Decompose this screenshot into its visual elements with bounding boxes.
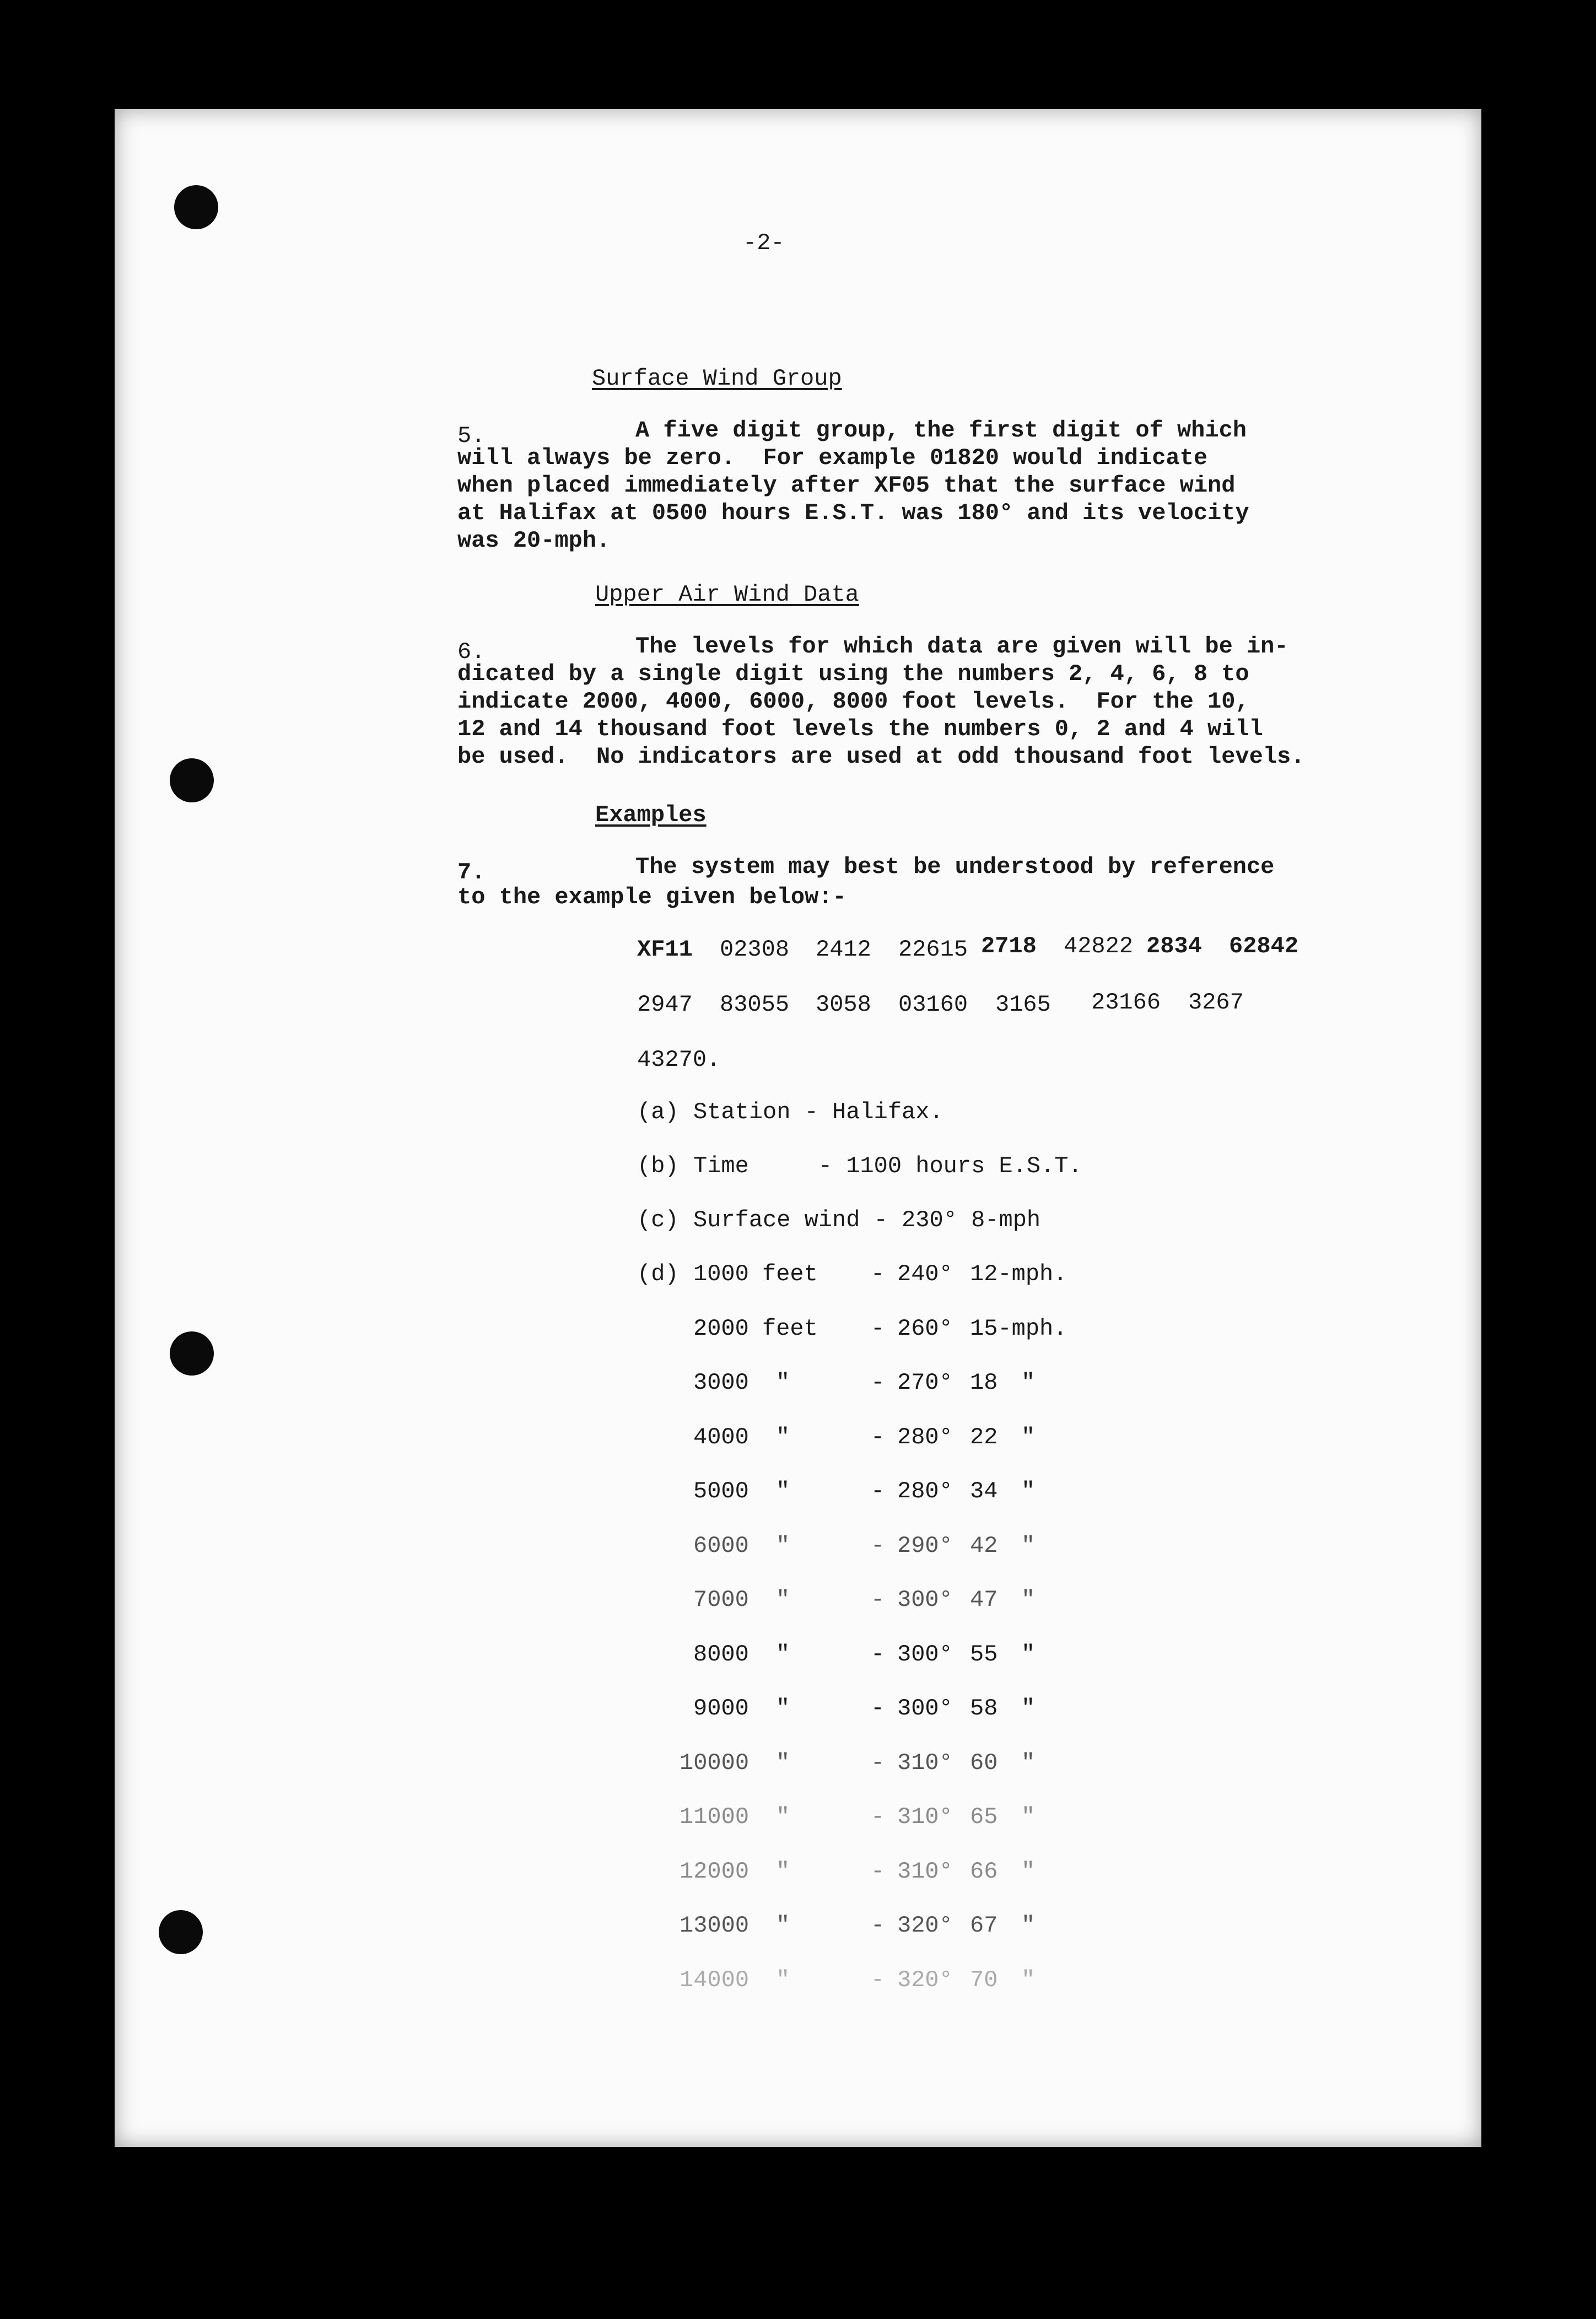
wind-row-dash: - bbox=[871, 1261, 885, 1287]
wind-row-direction: 270° bbox=[897, 1369, 953, 1396]
paragraph-6-line: indicate 2000, 4000, 6000, 8000 foot levels. For the 10, bbox=[457, 688, 1249, 715]
wind-row-unit: " bbox=[776, 1369, 790, 1396]
wind-row-ditto: " bbox=[1021, 1369, 1036, 1396]
paragraph-7-line: to the example given below:- bbox=[457, 884, 846, 910]
paragraph-5-line: A five digit group, the first digit of which bbox=[635, 417, 1247, 444]
wind-row-dash: - bbox=[871, 1478, 885, 1504]
wind-table-label: (d) bbox=[637, 1261, 679, 1287]
wind-row-unit: " bbox=[776, 1587, 790, 1613]
wind-row-direction: 320° bbox=[897, 1912, 953, 1939]
wind-row-speed: 34 bbox=[970, 1478, 998, 1504]
wind-row-unit: " bbox=[776, 1641, 790, 1668]
wind-row-dash: - bbox=[871, 1587, 885, 1613]
wind-row-unit: feet bbox=[762, 1261, 818, 1287]
section-heading-examples: Examples bbox=[595, 802, 707, 828]
wind-row-altitude: 1000 bbox=[693, 1261, 749, 1287]
wind-row-altitude: 10000 bbox=[680, 1750, 750, 1776]
wind-row-altitude: 7000 bbox=[693, 1587, 749, 1613]
wind-row-dash: - bbox=[871, 1315, 885, 1342]
wind-row-direction: 280° bbox=[897, 1478, 953, 1504]
code-group: 2834 bbox=[1146, 933, 1202, 959]
wind-row-speed: 67 bbox=[970, 1912, 998, 1939]
wind-row-dash: - bbox=[871, 1533, 885, 1559]
code-group: 2947 bbox=[637, 991, 693, 1018]
wind-row-ditto: " bbox=[1021, 1478, 1036, 1504]
code-group: 3165 bbox=[995, 991, 1051, 1018]
wind-row-ditto: " bbox=[1021, 1858, 1036, 1885]
code-group: 23166 bbox=[1091, 989, 1161, 1016]
wind-row-speed: 66 bbox=[970, 1858, 998, 1885]
wind-row-altitude: 8000 bbox=[693, 1641, 749, 1668]
wind-row-direction: 240° bbox=[897, 1261, 953, 1287]
wind-row-unit: " bbox=[776, 1478, 790, 1504]
example-label-a: (a) bbox=[637, 1099, 679, 1125]
wind-row-direction: 290° bbox=[897, 1533, 953, 1559]
code-group: 43270. bbox=[637, 1047, 721, 1073]
wind-row-altitude: 13000 bbox=[680, 1912, 750, 1939]
wind-row-ditto: " bbox=[1021, 1912, 1036, 1939]
wind-row-speed: 47 bbox=[970, 1587, 998, 1613]
paragraph-6-line: be used. No indicators are used at odd thousand foot levels. bbox=[457, 743, 1305, 770]
paragraph-6-line: dicated by a single digit using the numbers 2, 4, 6, 8 to bbox=[457, 661, 1249, 687]
wind-row-direction: 310° bbox=[897, 1804, 953, 1830]
wind-row-speed: 22 bbox=[970, 1424, 998, 1450]
wind-row-speed: 18 bbox=[970, 1369, 998, 1396]
wind-row-ditto: " bbox=[1021, 1533, 1036, 1559]
wind-row-direction: 310° bbox=[897, 1750, 953, 1776]
code-group: XF11 bbox=[637, 936, 693, 963]
paragraph-7-line: The system may best be understood by reference bbox=[635, 854, 1275, 880]
wind-row-ditto: " bbox=[1021, 1424, 1036, 1450]
wind-row-ditto: " bbox=[1021, 1641, 1036, 1668]
section-heading-upper-air: Upper Air Wind Data bbox=[595, 581, 859, 608]
wind-row-direction: 260° bbox=[897, 1315, 953, 1342]
wind-row-speed: 70 bbox=[970, 1967, 998, 1993]
example-text-c: Surface wind - 230° 8-mph bbox=[693, 1207, 1041, 1233]
wind-row-dash: - bbox=[871, 1369, 885, 1396]
wind-row-speed: 58 bbox=[970, 1695, 998, 1722]
wind-row-altitude: 11000 bbox=[680, 1804, 750, 1830]
wind-row-dash: - bbox=[871, 1641, 885, 1668]
wind-row-ditto: " bbox=[1021, 1967, 1036, 1993]
wind-row-unit: " bbox=[776, 1912, 790, 1939]
wind-row-dash: - bbox=[871, 1695, 885, 1722]
document-page bbox=[115, 109, 1481, 2147]
paragraph-5-line: when placed immediately after XF05 that the surface wind bbox=[457, 472, 1236, 499]
wind-row-unit: feet bbox=[762, 1315, 818, 1342]
code-group: 02308 bbox=[720, 936, 790, 963]
wind-row-unit: " bbox=[776, 1695, 790, 1722]
punch-hole-1 bbox=[174, 185, 218, 229]
code-group: 2718 bbox=[981, 933, 1037, 959]
wind-row-direction: 310° bbox=[897, 1858, 953, 1885]
punch-hole-3 bbox=[170, 1331, 214, 1376]
example-text-b: Time - 1100 hours E.S.T. bbox=[693, 1153, 1082, 1179]
example-text-a: Station - Halifax. bbox=[693, 1099, 943, 1125]
example-label-b: (b) bbox=[637, 1153, 679, 1179]
wind-row-altitude: 5000 bbox=[693, 1478, 749, 1504]
paragraph-number-5: 5. bbox=[457, 423, 486, 449]
wind-row-speed: 65 bbox=[970, 1804, 998, 1830]
code-group: 42822 bbox=[1064, 933, 1134, 959]
wind-row-direction: 280° bbox=[897, 1424, 953, 1450]
code-group: 03160 bbox=[898, 991, 968, 1018]
page-number: -2- bbox=[743, 230, 785, 256]
wind-row-speed: 42 bbox=[970, 1533, 998, 1559]
wind-row-dash: - bbox=[871, 1804, 885, 1830]
wind-row-unit: " bbox=[776, 1533, 790, 1559]
wind-row-unit: " bbox=[776, 1750, 790, 1776]
wind-row-dash: - bbox=[871, 1858, 885, 1885]
wind-row-altitude: 9000 bbox=[693, 1695, 749, 1722]
wind-row-speed: 15-mph. bbox=[970, 1315, 1067, 1342]
wind-row-speed: 60 bbox=[970, 1750, 998, 1776]
wind-row-altitude: 2000 bbox=[693, 1315, 749, 1342]
wind-row-altitude: 4000 bbox=[693, 1424, 749, 1450]
wind-row-dash: - bbox=[871, 1912, 885, 1939]
code-group: 3058 bbox=[816, 991, 871, 1018]
wind-row-unit: " bbox=[776, 1804, 790, 1830]
wind-row-dash: - bbox=[871, 1967, 885, 1993]
wind-row-speed: 55 bbox=[970, 1641, 998, 1668]
example-label-c: (c) bbox=[637, 1207, 679, 1233]
wind-row-ditto: " bbox=[1021, 1587, 1036, 1613]
code-group: 62842 bbox=[1229, 933, 1299, 959]
wind-row-unit: " bbox=[776, 1858, 790, 1885]
wind-row-altitude: 14000 bbox=[680, 1967, 750, 1993]
paragraph-number-7: 7. bbox=[457, 859, 486, 886]
wind-row-dash: - bbox=[871, 1750, 885, 1776]
wind-row-altitude: 12000 bbox=[680, 1858, 750, 1885]
wind-row-direction: 300° bbox=[897, 1641, 953, 1668]
wind-row-direction: 300° bbox=[897, 1695, 953, 1722]
wind-row-ditto: " bbox=[1021, 1804, 1036, 1830]
wind-row-ditto: " bbox=[1021, 1695, 1036, 1722]
code-group: 83055 bbox=[720, 991, 790, 1018]
section-heading-surface-wind: Surface Wind Group bbox=[592, 365, 842, 392]
wind-row-altitude: 6000 bbox=[693, 1533, 749, 1559]
paragraph-5-line: at Halifax at 0500 hours E.S.T. was 180° and its velocity bbox=[457, 500, 1249, 526]
paragraph-number-6: 6. bbox=[457, 639, 486, 665]
wind-row-speed: 12-mph. bbox=[970, 1261, 1067, 1287]
code-group: 22615 bbox=[898, 936, 968, 963]
wind-row-ditto: " bbox=[1021, 1750, 1036, 1776]
punch-hole-2 bbox=[170, 758, 214, 802]
wind-row-altitude: 3000 bbox=[693, 1369, 749, 1396]
punch-hole-4 bbox=[159, 1910, 203, 1954]
paragraph-5-line: will always be zero. For example 01820 would indicate bbox=[457, 445, 1208, 471]
code-group: 2412 bbox=[816, 936, 871, 963]
wind-row-unit: " bbox=[776, 1967, 790, 1993]
paragraph-6-line: The levels for which data are given will be in- bbox=[635, 633, 1288, 660]
wind-row-unit: " bbox=[776, 1424, 790, 1450]
paragraph-5-line: was 20-mph. bbox=[457, 527, 611, 554]
wind-row-dash: - bbox=[871, 1424, 885, 1450]
wind-row-direction: 320° bbox=[897, 1967, 953, 1993]
code-group: 3267 bbox=[1188, 989, 1244, 1016]
wind-row-direction: 300° bbox=[897, 1587, 953, 1613]
paragraph-6-line: 12 and 14 thousand foot levels the numbers 0, 2 and 4 will bbox=[457, 716, 1263, 742]
